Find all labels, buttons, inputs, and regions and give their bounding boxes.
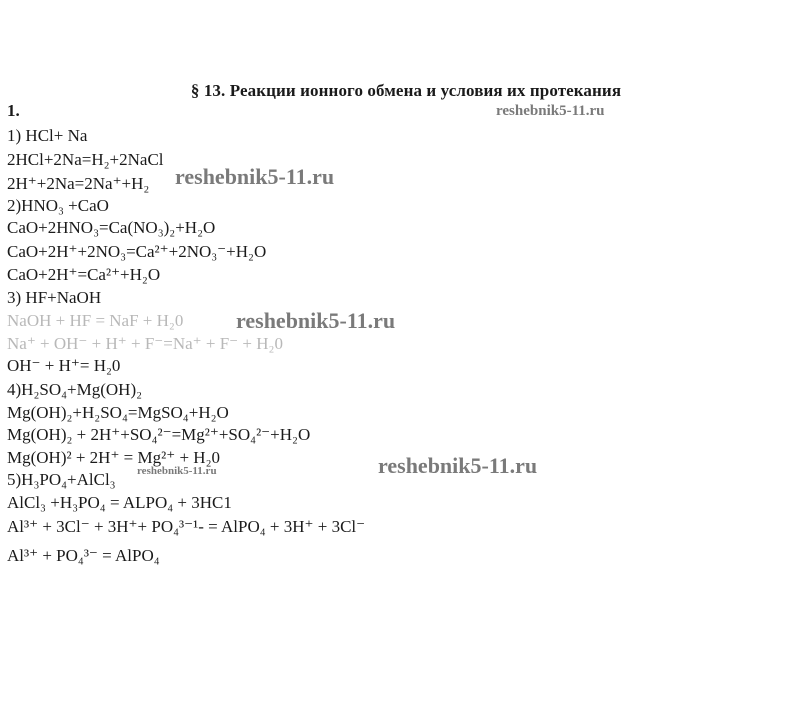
equation-line: 4)H₂SO₄+Mg(OH)₂ bbox=[7, 380, 143, 399]
equation-line: CaO+2HNO₃=Ca(NO₃)₂+H₂O bbox=[7, 218, 216, 237]
equation-line: Mg(OH)₂+H₂SO₄=MgSO₄+H₂O bbox=[7, 403, 229, 422]
equation-line: 2)HNO₃ +CaO bbox=[7, 196, 109, 215]
equation-line: 2H⁺+2Na=2Na⁺+H₂ bbox=[7, 174, 150, 193]
equation-line: Mg(OH)² + 2H⁺ = Mg²⁺ + H₂0 bbox=[7, 448, 220, 467]
equation-line: NaOH + HF = NaF + H₂0 bbox=[7, 311, 184, 330]
equation-line: 1) HCl+ Na bbox=[7, 126, 88, 145]
equation-line: OH⁻ + H⁺= H₂0 bbox=[7, 356, 121, 375]
equation-line: Na⁺ + OH⁻ + H⁺ + F⁻=Na⁺ + F⁻ + H₂0 bbox=[7, 334, 283, 353]
equation-line: Al³⁺ + PO₄³⁻ = AlPO₄ bbox=[7, 546, 160, 565]
section-heading: § 13. Реакции ионного обмена и условия их протекания bbox=[190, 81, 622, 100]
equation-line: Mg(OH)₂ + 2H⁺+SO₄²⁻=Mg²⁺+SO₄²⁻+H₂O bbox=[7, 425, 311, 444]
equation-line: CaO+2H⁺+2NO₃=Ca²⁺+2NO₃⁻+H₂O bbox=[7, 242, 267, 261]
equation-line: AlCl₃ +H₃PO₄ = ALPO₄ + 3HC1 bbox=[7, 493, 232, 512]
watermark-text: reshebnik5-11.ru bbox=[496, 103, 605, 119]
watermark-text: reshebnik5-11.ru bbox=[175, 164, 335, 189]
task-number: 1. bbox=[7, 101, 20, 120]
watermark-text: reshebnik5-11.ru bbox=[236, 308, 396, 333]
watermark-text: reshebnik5-11.ru bbox=[378, 453, 538, 478]
equation-line: 3) HF+NaOH bbox=[7, 288, 102, 307]
equation-line: 2HCl+2Na=H₂+2NaCl bbox=[7, 150, 164, 169]
equation-line: Al³⁺ + 3Cl⁻ + 3H⁺+ PO₄³⁻¹- = AlPO₄ + 3H⁺ + 3Cl⁻ bbox=[7, 517, 366, 536]
equation-line: 5)H₃PO₄+AlCl₃ bbox=[7, 470, 116, 489]
watermark-text-small: reshebnik5-11.ru bbox=[137, 465, 217, 477]
equation-line: CaO+2H⁺=Ca²⁺+H₂O bbox=[7, 265, 161, 284]
